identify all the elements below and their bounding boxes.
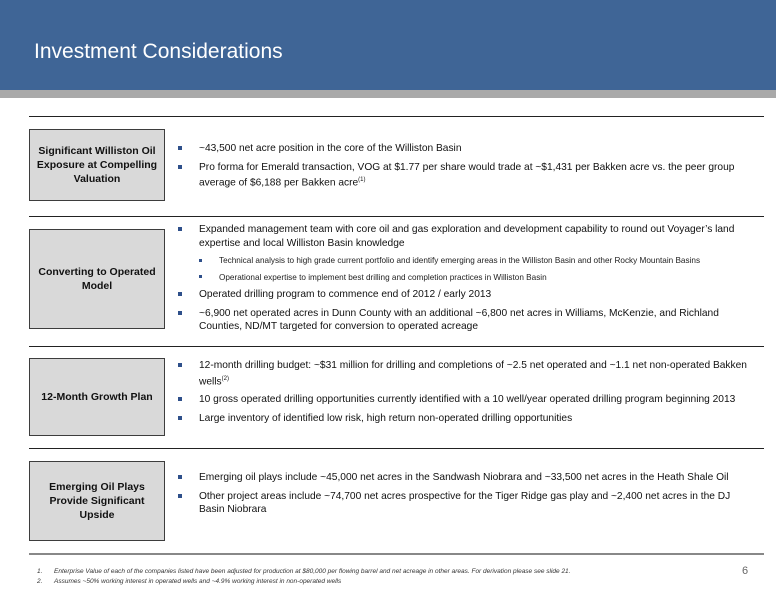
square-bullet-icon — [178, 363, 182, 367]
sub-bullet-item: Operational expertise to implement best drilling and completion practices in Williston Basin — [178, 272, 756, 284]
square-bullet-icon — [178, 311, 182, 315]
square-bullet-icon — [178, 292, 182, 296]
square-bullet-icon — [178, 397, 182, 401]
section-label-operated-model — [29, 229, 165, 329]
section-label-williston-exposure — [29, 129, 165, 201]
bullet-item: Other project areas include ~74,700 net acres prospective for the Tiger Ridge gas play and ~2,400 net acres in the DJ Basin Niobrara — [178, 490, 756, 517]
section-divider — [29, 448, 764, 449]
bullet-item: Expanded management team with core oil and gas exploration and development capability to round out Voyager’s land expertise and local Williston Basin knowledge — [178, 223, 756, 250]
footnote: 2. Assumes ~50% working interest in operated wells and ~4.9% working interest in non-operated wells — [37, 577, 342, 585]
square-bullet-icon — [199, 259, 202, 262]
square-bullet-icon — [178, 416, 182, 420]
section-content-williston-exposure — [178, 142, 756, 195]
square-bullet-icon — [178, 475, 182, 479]
section-label-text: 12-Month Growth Plan — [41, 390, 153, 403]
bullet-item: Pro forma for Emerald transaction, VOG at $1.77 per share would trade at ~$1,431 per Bakken acre vs. the peer group average of $6,188 per Bakken acre$^{(1)}$ — [178, 161, 756, 190]
bullet-item: 10 gross operated drilling opportunities currently identified with a 10 well/year operated drilling program beginning 2013 — [178, 393, 756, 407]
square-bullet-icon — [178, 146, 182, 150]
bullet-item: Large inventory of identified low risk, high return non-operated drilling opportunities — [178, 412, 756, 426]
section-divider — [29, 216, 764, 217]
footnote: 1. Enterprise Value of each of the companies listed have been adjusted for production at $80,000 per flowing barrel and net acreage in other areas. For derivation please see slide 21. — [37, 568, 571, 575]
square-bullet-icon — [178, 165, 182, 169]
page-number: 6 — [742, 565, 749, 577]
section-label-text: Emerging Oil Plays Provide Significant Upside — [49, 480, 145, 522]
footer-divider — [29, 553, 764, 555]
bullet-item: Emerging oil plays include ~45,000 net acres in the Sandwash Niobrara and ~33,500 net acres in the Heath Shale Oil — [178, 471, 756, 485]
section-label-emerging-plays — [29, 461, 165, 541]
slide-title: Investment Considerations — [34, 40, 283, 63]
section-label-text: Converting to Operated Model — [38, 265, 156, 292]
section-label-text: Significant Williston Oil Exposure at Compelling Valuation — [36, 144, 158, 186]
section-content-emerging-plays — [178, 471, 756, 522]
section-label-growth-plan — [29, 358, 165, 436]
section-divider — [29, 116, 764, 117]
bullet-item: 12-month drilling budget: ~$31 million for drilling and completions of ~2.5 net operated and ~1.1 net non-operated Bakken wells$^{(2)}$ — [178, 359, 756, 388]
footnotes — [37, 567, 717, 586]
sub-bullet-item: Technical analysis to high grade current portfolio and identify emerging areas in the Williston Basin and other Rocky Mountain Basins — [178, 255, 756, 267]
bullet-item: ~6,900 net operated acres in Dunn County with an additional ~6,800 net acres in Williams, McKenzie, and Richland Counties, ND/MT targeted for conversion to operated acreage — [178, 307, 756, 334]
footnote-ref: (2) — [221, 375, 229, 382]
square-bullet-icon — [178, 494, 182, 498]
square-bullet-icon — [178, 227, 182, 231]
slide-header — [0, 0, 776, 90]
bullet-item: Operated drilling program to commence end of 2012 / early 2013 — [178, 288, 756, 302]
section-content-operated-model — [178, 223, 756, 339]
section-content-growth-plan — [178, 359, 756, 430]
header-band — [0, 90, 776, 98]
bullet-item: ~43,500 net acre position in the core of the Williston Basin — [178, 142, 756, 156]
section-divider — [29, 346, 764, 347]
footnote-ref: (1) — [358, 177, 366, 183]
square-bullet-icon — [199, 275, 202, 278]
